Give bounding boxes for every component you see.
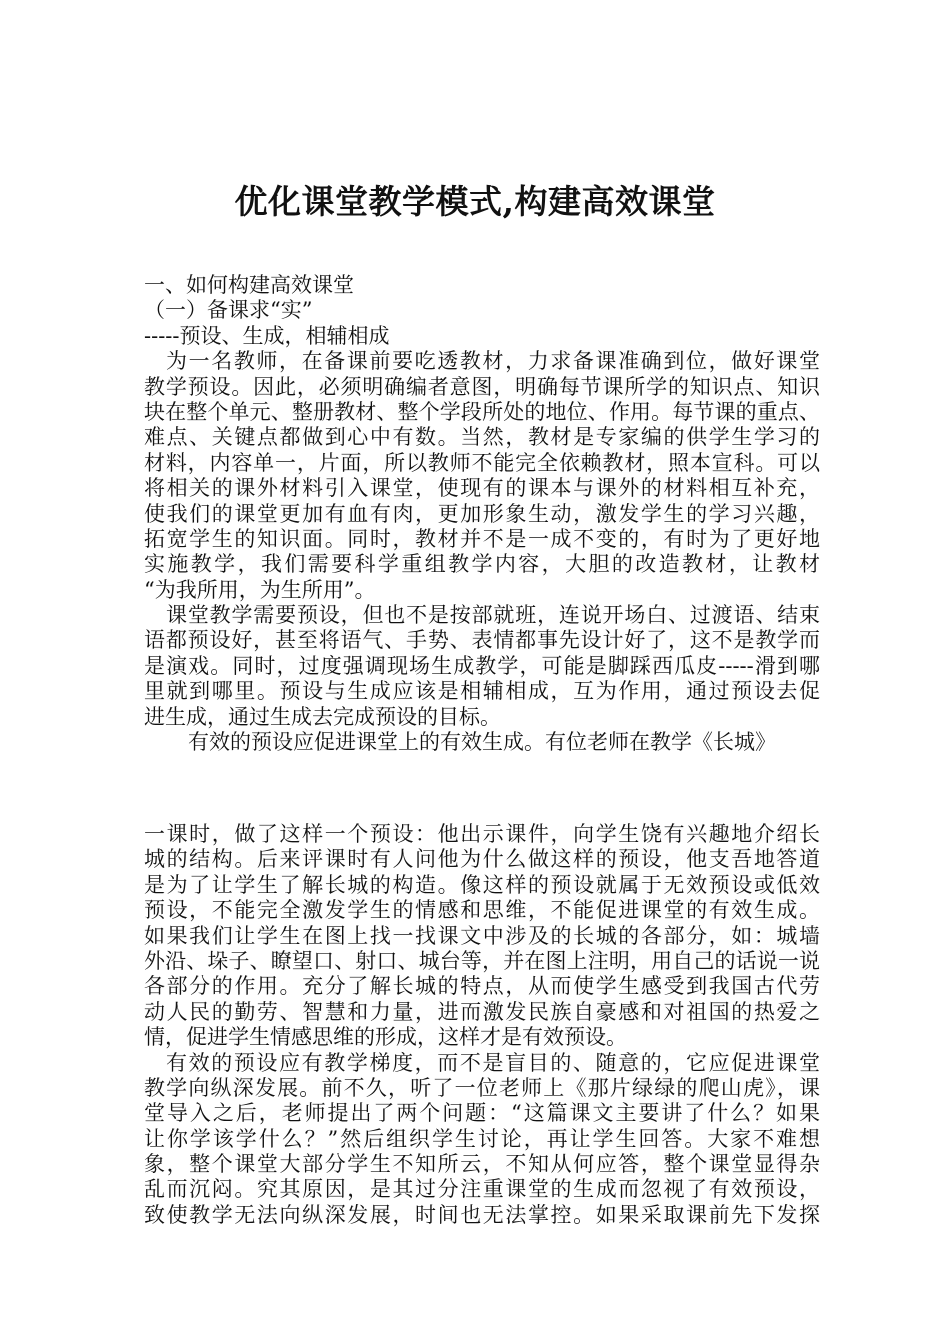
paragraph-line: 进生成，通过生成去完成预设的目标。 [144,704,501,729]
paragraph-line: “为我所用，为生所用”。 [144,577,376,602]
subsection-heading: （一）备课求“实” [144,298,313,323]
paragraph-line: 教学向纵深发展。前不久，听了一位老师上《那片绿绿的爬山虎》，课 [144,1075,820,1100]
paragraph-line: 课堂教学需要预设，但也不是按部就班，连说开场白、过渡语、结束 [166,603,820,628]
paragraph-line: 堂导入之后，老师提出了两个问题：“这篇课文主要讲了什么？如果 [144,1101,820,1126]
paragraph-line: 各部分的作用。充分了解长城的特点，从而使学生感受到我国古代劳 [144,974,820,999]
paragraph-line: 致使教学无法向纵深发展，时间也无法掌控。如果采取课前先下发探 [144,1202,820,1227]
paragraph-line: 城的结构。后来评课时有人问他为什么做这样的预设，他支吾地答道 [144,847,820,872]
paragraph-line: 动人民的勤劳、智慧和力量，进而激发民族自豪感和对祖国的热爱之 [144,999,820,1024]
text-block-bottom [144,822,820,1228]
document-title: 优化课堂教学模式,构建高效课堂 [234,182,716,221]
paragraph-line: 情，促进学生情感思维的形成，这样才是有效预设。 [144,1025,627,1050]
paragraph-line: 有效的预设应有教学梯度，而不是盲目的、随意的，它应促进课堂 [166,1050,820,1075]
paragraph-line: 如果我们让学生在图上找一找课文中涉及的长城的各部分，如：城墙 [144,923,820,948]
paragraph-line: 教学预设。因此，必须明确编者意图，明确每节课所学的知识点、知识 [144,374,820,399]
paragraph-line: 让你学该学什么？”然后组织学生讨论，再让学生回答。大家不难想 [144,1126,820,1151]
paragraph-line: 象，整个课堂大部分学生不知所云，不知从何应答，整个课堂显得杂 [144,1152,820,1177]
paragraph-line: 为一名教师，在备课前要吃透教材，力求备课准确到位，做好课堂 [166,349,820,374]
paragraph-line: 实施教学，我们需要科学重组教学内容，大胆的改造教材，让教材 [144,552,820,577]
paragraph-line: 是演戏。同时，过度强调现场生成教学，可能是脚踩西瓜皮-----滑到哪 [144,653,820,678]
subtitle-line: -----预设、生成，相辅相成 [144,323,390,348]
paragraph-line: 材料，内容单一，片面，所以教师不能完全依赖教材，照本宣科。可以 [144,450,820,475]
paragraph-line: 有效的预设应促进课堂上的有效生成。有位老师在教学《长城》 [188,730,776,755]
paragraph-line: 块在整个单元、整册教材、整个学段所处的地位、作用。每节课的重点、 [144,399,820,424]
paragraph-line: 难点、关键点都做到心中有数。当然，教材是专家编的供学生学习的 [144,425,820,450]
paragraph-line: 乱而沉闷。究其原因，是其过分注重课堂的生成而忽视了有效预设， [144,1177,820,1202]
paragraph-line: 拓宽学生的知识面。同时，教材并不是一成不变的，有时为了更好地 [144,526,820,551]
paragraph-line: 语都预设好，甚至将语气、手势、表情都事先设计好了，这不是教学而 [144,628,820,653]
paragraph-line: 外沿、垛子、瞭望口、射口、城台等，并在图上注明，用自己的话说一说 [144,948,820,973]
paragraph-line: 预设，不能完全激发学生的情感和思维，不能促进课堂的有效生成。 [144,898,820,923]
paragraph-line: 将相关的课外材料引入课堂，使现有的课本与课外的材料相互补充， [144,476,820,501]
paragraph-line: 是为了让学生了解长城的构造。像这样的预设就属于无效预设或低效 [144,872,820,897]
paragraph-line: 一课时，做了这样一个预设：他出示课件，向学生饶有兴趣地介绍长 [144,822,820,846]
text-block-top [144,273,820,755]
section-heading: 一、如何构建高效课堂 [144,273,354,297]
paragraph-line: 使我们的课堂更加有血有肉，更加形象生动，激发学生的学习兴趣， [144,501,820,526]
paragraph-line: 里就到哪里。预设与生成应该是相辅相成，互为作用，通过预设去促 [144,679,820,704]
